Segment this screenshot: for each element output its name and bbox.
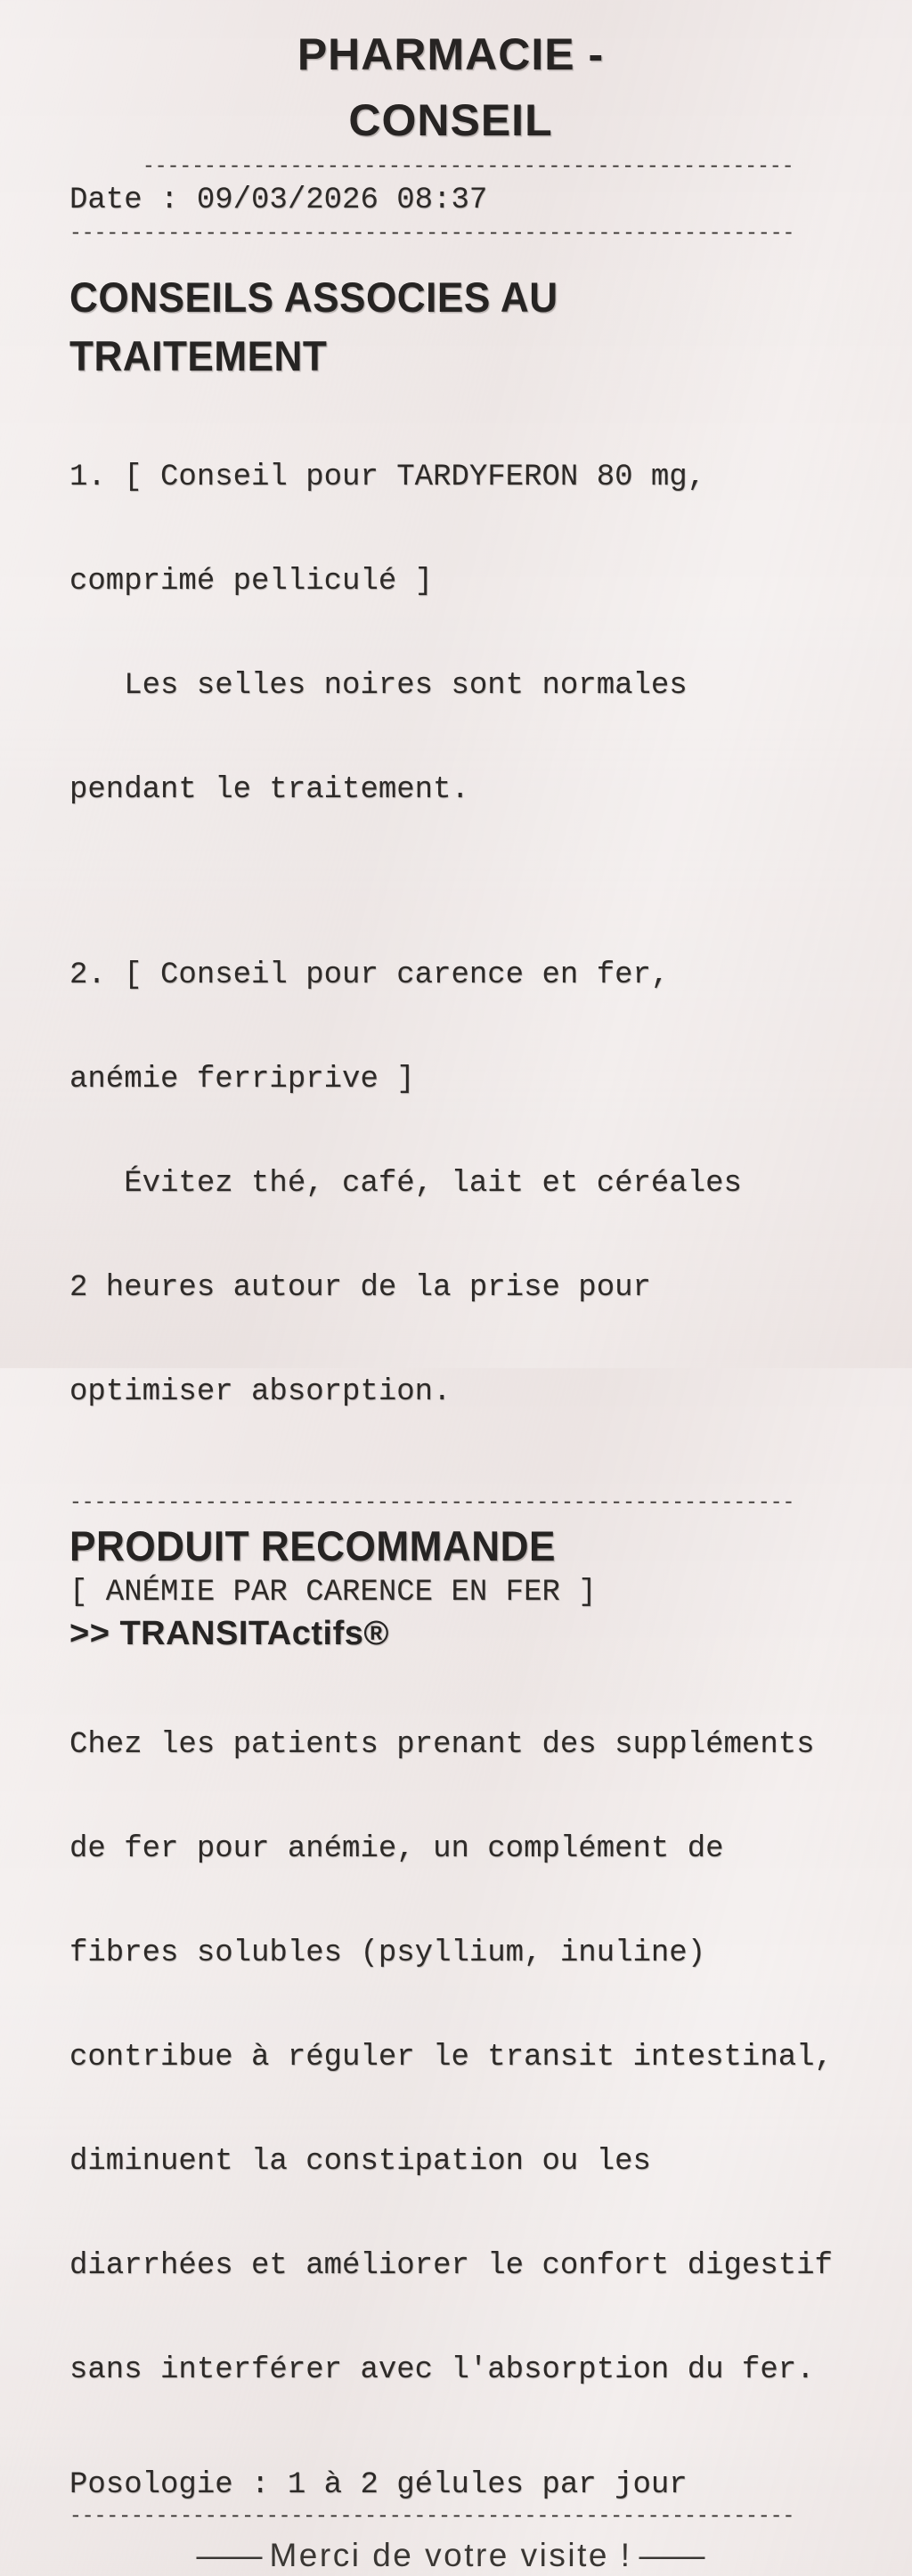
text-line: fibres solubles (psyllium, inuline) [69, 1936, 706, 1970]
text-line: Les selles noires sont normales [69, 669, 688, 703]
text-line: comprimé pelliculé ] [69, 565, 434, 599]
section-heading-conseils [69, 268, 786, 386]
text-line: sans interférer avec l'absorption du fer. [69, 2353, 815, 2387]
text-line: optimiser absorption. [69, 1375, 452, 1409]
footer-thanks [69, 2535, 832, 2576]
text-line: Évitez thé, café, lait et céréales [69, 1167, 742, 1201]
indication-line: [ ANÉMIE PAR CARENCE EN FER ] [69, 1576, 597, 1610]
separator-line: ----------------------------------------------------------- [69, 2505, 795, 2528]
advice-item-2 [69, 889, 832, 1480]
title-line-1: PHARMACIE - [297, 29, 605, 79]
dosage-line: Posologie : 1 à 2 gélules par jour [69, 2468, 688, 2502]
text-line: 2. [ Conseil pour carence en fer, [69, 958, 670, 992]
advice-item-1 [69, 391, 832, 877]
footer-dash-left: —— [196, 2537, 263, 2573]
text-line: anémie ferriprive ] [69, 1063, 415, 1096]
product-description [69, 1659, 832, 2458]
receipt-title [69, 21, 832, 153]
product-name: >> TRANSITActifs® [69, 1615, 389, 1652]
text-line: Chez les patients prenant des suppléments [69, 1728, 815, 1762]
footer-dash-right: —— [639, 2537, 705, 2573]
heading-line-1: CONSEILS ASSOCIES AU [69, 273, 558, 321]
separator-line: ----------------------------------------------------------- [69, 1491, 795, 1514]
text-line: 1. [ Conseil pour TARDYFERON 80 mg, [69, 461, 706, 494]
heading-line-2: TRAITEMENT [69, 332, 328, 379]
separator-line: ----------------------------------------------------- [142, 155, 794, 178]
text-line: diminuent la constipation ou les [69, 2145, 651, 2179]
footer-text: Merci de votre visite ! [269, 2537, 632, 2573]
text-line: 2 heures autour de la prise pour [69, 1271, 651, 1305]
separator-line: ----------------------------------------------------------- [69, 222, 795, 245]
text-line: contribue à réguler le transit intestinal, [69, 2041, 833, 2075]
title-line-2: CONSEIL [348, 95, 553, 145]
text-line: de fer pour anémie, un complément de [69, 1832, 724, 1866]
text-line: pendant le traitement. [69, 773, 469, 807]
date-line: Date : 09/03/2026 08:37 [69, 183, 488, 217]
text-line: diarrhées et améliorer le confort digestif [69, 2249, 833, 2283]
section-heading-produit: PRODUIT RECOMMANDE [69, 1522, 556, 1569]
